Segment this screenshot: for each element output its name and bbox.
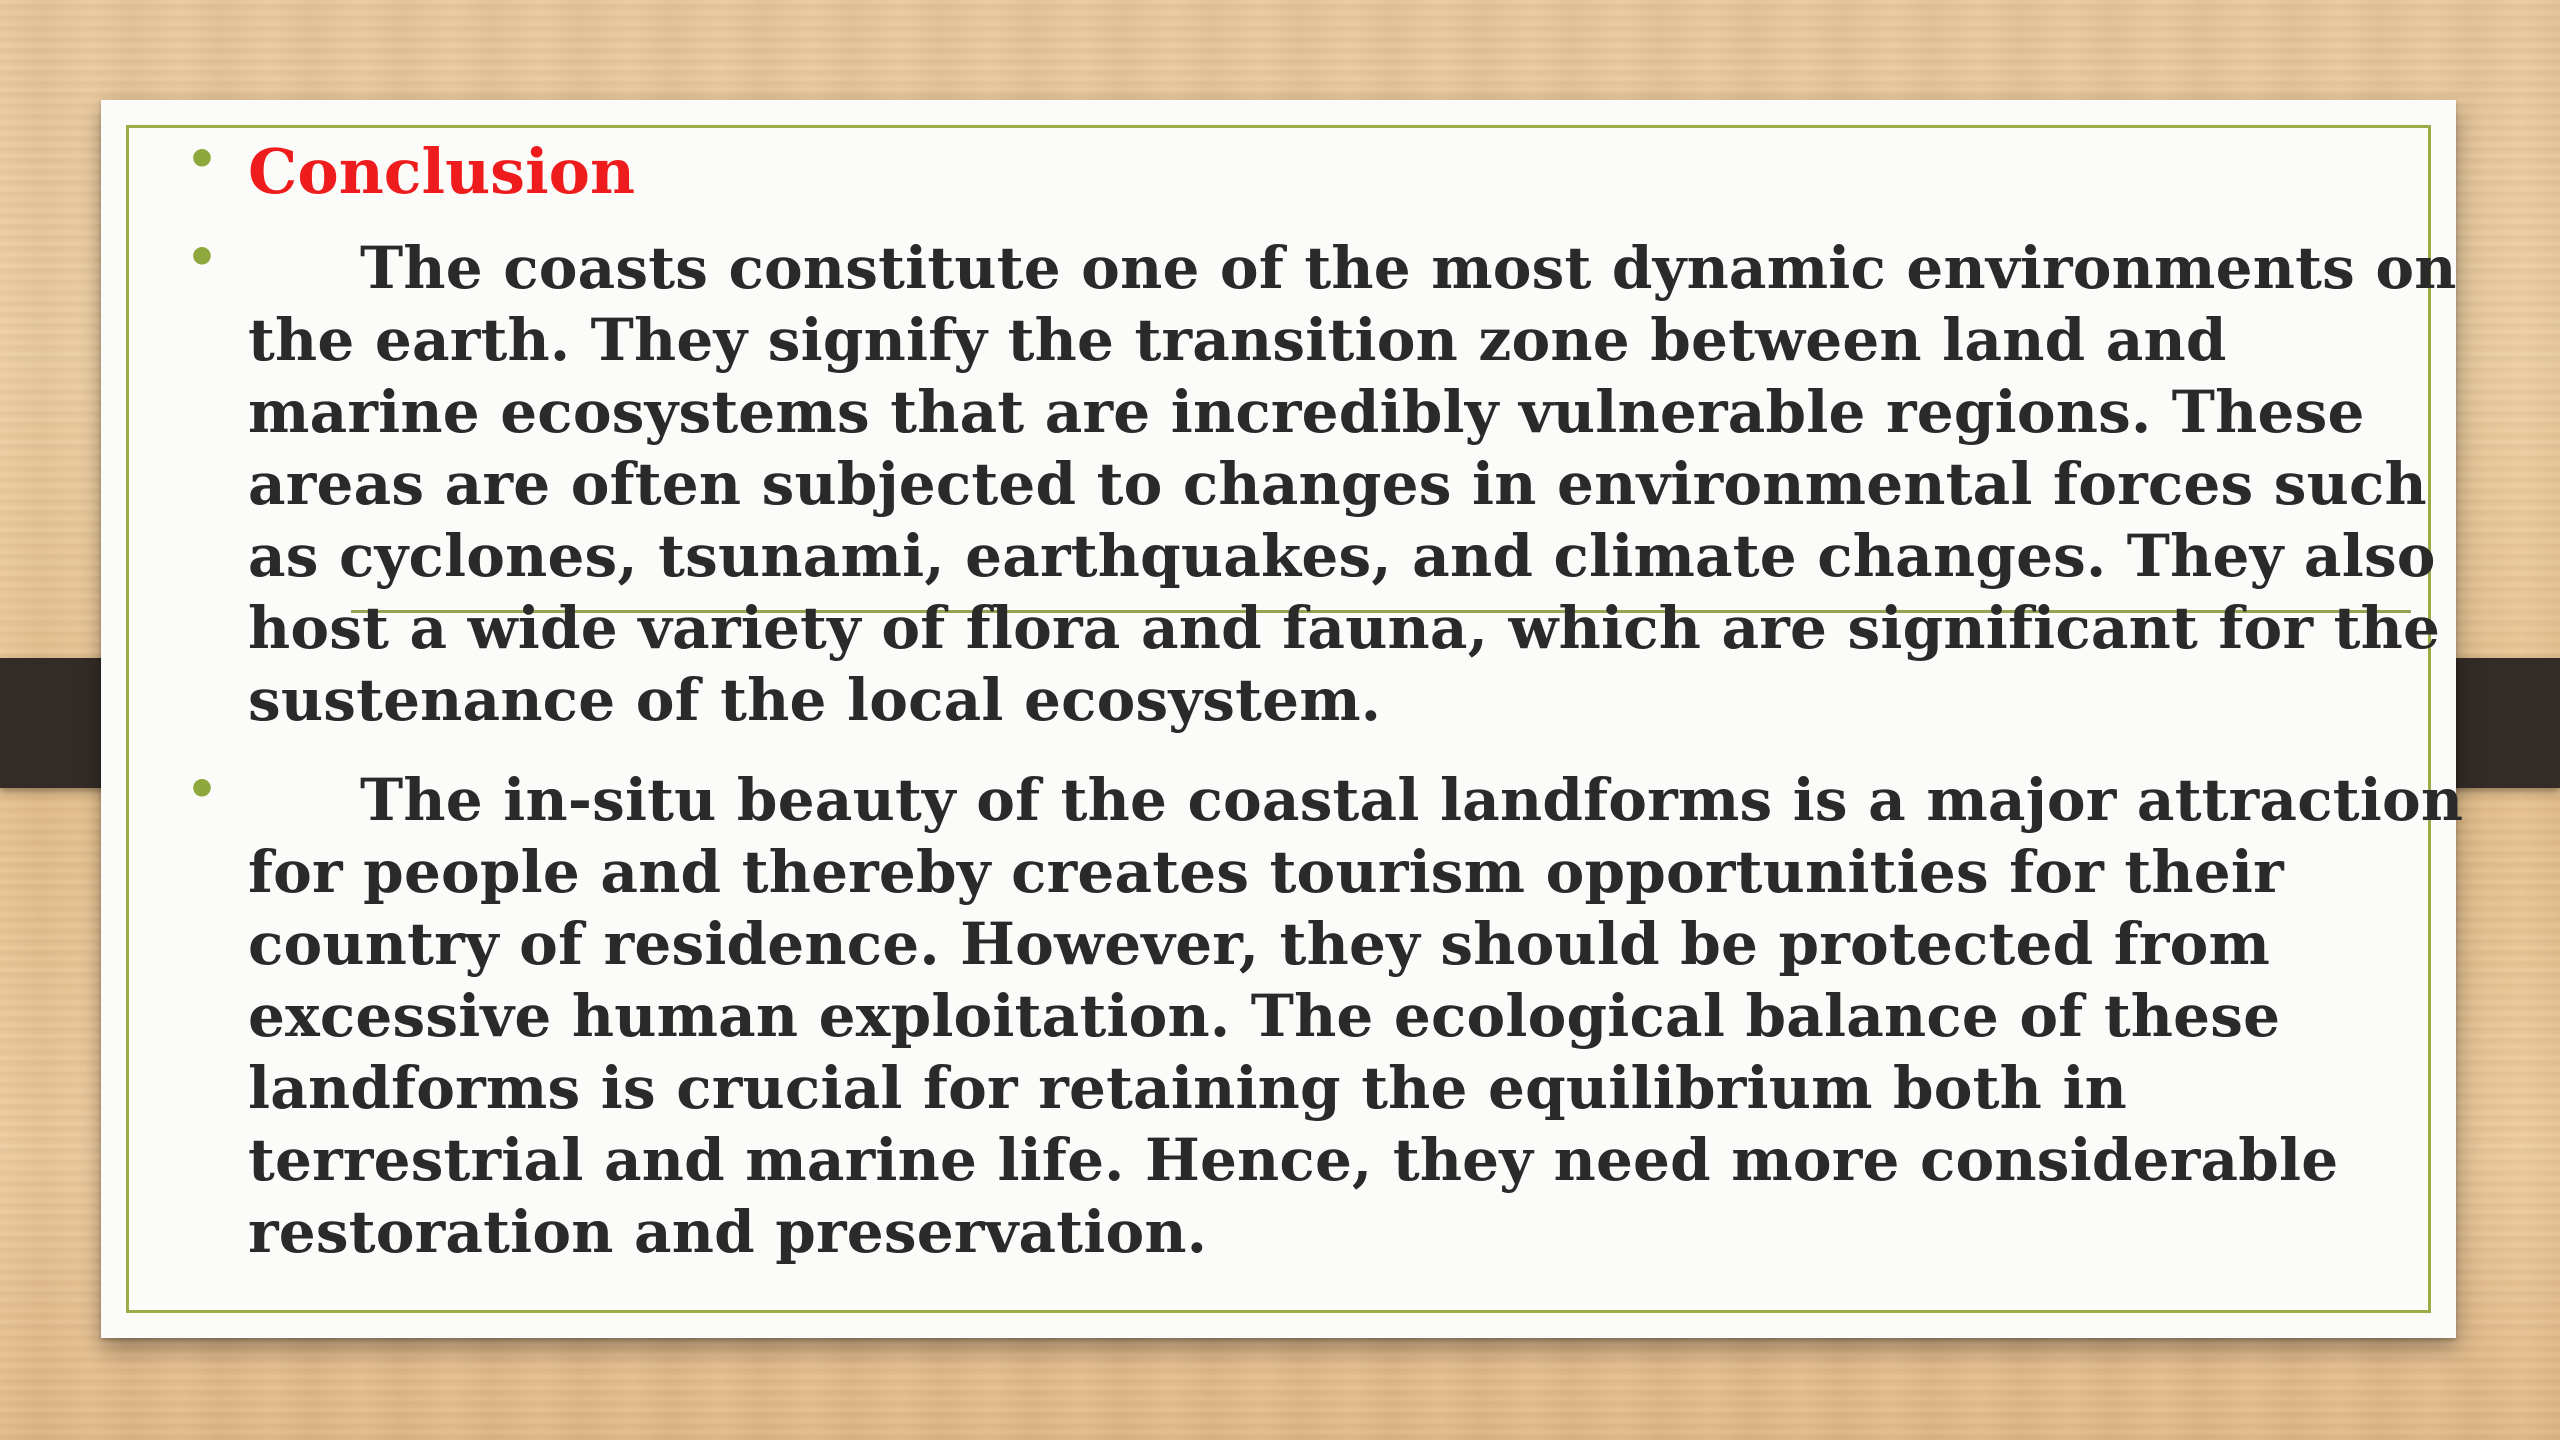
bullet-icon: •: [186, 759, 219, 818]
bullet-icon: •: [186, 227, 219, 286]
slide-content: [186, 129, 2468, 1296]
paragraph-text: The in-situ beauty of the coastal landforms is a major attraction for people and thereby creates tourism opportunities for their country of residence. However, they should be protected from excessive human exploitation. The ecological balance of these landforms is crucial for retaining the equilibrium both in terrestrial and marine life. Hence, they need more considerable restoration and preservation.: [248, 766, 2464, 1266]
bullet-icon: •: [186, 129, 218, 188]
slide-card: [101, 100, 2464, 1338]
bullet-item-paragraph-2: [186, 759, 2468, 1268]
bullet-item-heading: [186, 129, 2468, 210]
slide-heading: Conclusion: [248, 135, 636, 208]
paragraph-text: The coasts constitute one of the most dynamic environments on the earth. They signify the transition zone between land and marine ecosystems that are incredibly vulnerable regions. These areas are often subjected to changes in environmental forces such as cyclones, tsunami, earthquakes, and climate changes. They also host a wide variety of flora and fauna, which are significant for the sustenance of the local ecosystem.: [248, 234, 2457, 734]
bullet-item-paragraph-1: [186, 227, 2468, 736]
